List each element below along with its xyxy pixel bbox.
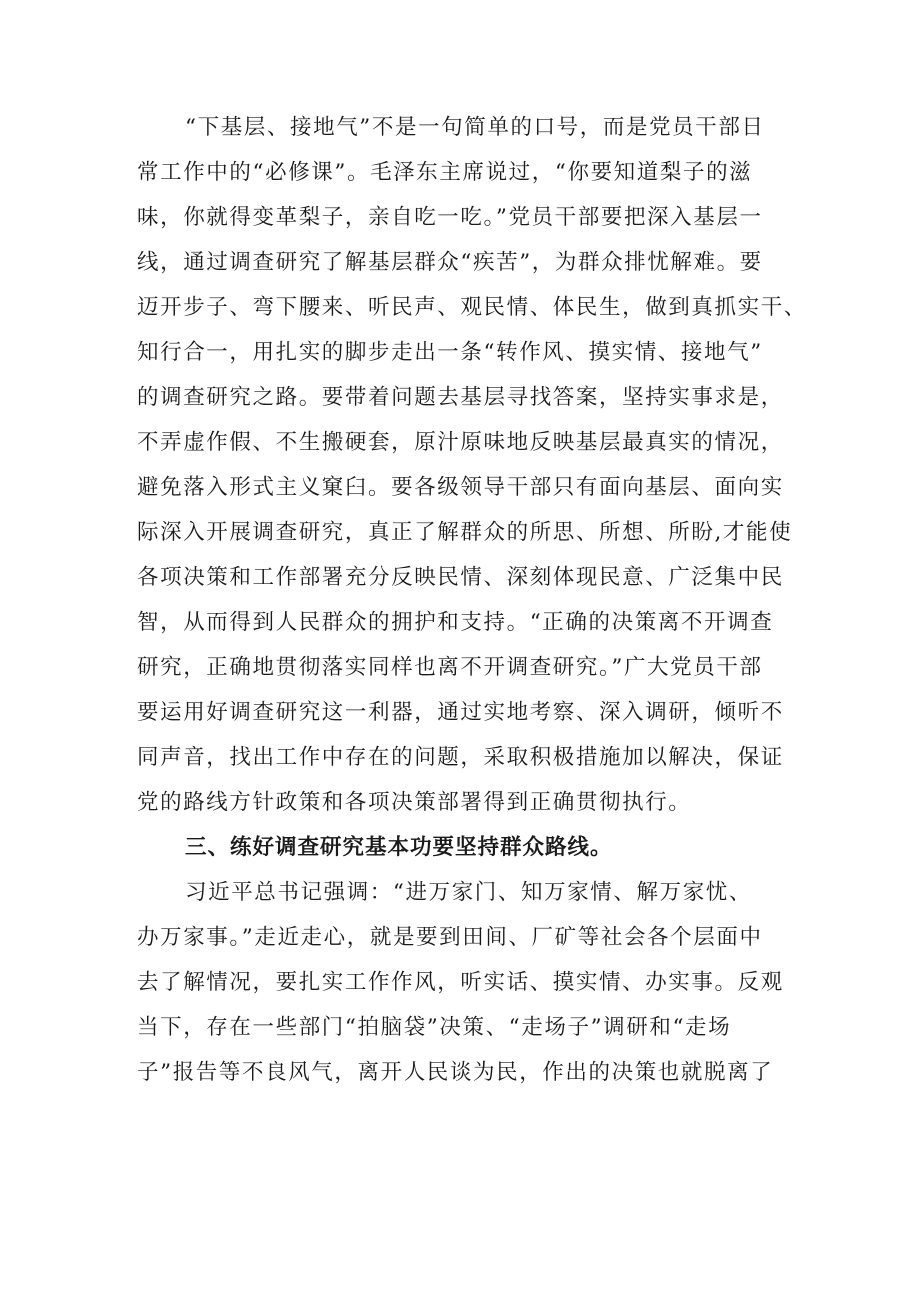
paragraph-line: 同声音，找出工作中存在的问题，采取积极措施加以解决，保证	[137, 745, 784, 770]
paragraph-line: 去了解情况，要扎实工作作风，听实话、摸实情、办实事。反观	[137, 970, 784, 995]
paragraph-line: 际深入开展调查研究，真正了解群众的所思、所想、所盼,才能使	[137, 520, 793, 545]
paragraph-line: 各项决策和工作部署充分反映民情、深刻体现民意、广泛集中民	[137, 565, 784, 590]
paragraph-line: 子”报告等不良风气，离开人民谈为民，作出的决策也就脱离了	[137, 1060, 774, 1085]
paragraph-line: 线，通过调查研究了解基层群众“疾苦”，为群众排忧解难。要	[137, 250, 763, 275]
paragraph-line: 要运用好调查研究这一利器，通过实地考察、深入调研，倾听不	[137, 700, 784, 725]
paragraph-line: 知行合一，用扎实的脚步走出一条“转作风、摸实情、接地气”	[137, 340, 763, 365]
paragraph-line: 办万家事。”走近走心，就是要到田间、厂矿等社会各个层面中	[137, 925, 763, 950]
paragraph-line: 研究，正确地贯彻落实同样也离不开调查研究。”广大党员干部	[137, 655, 763, 680]
paragraph-line: 党的路线方针政策和各项决策部署得到正确贯彻执行。	[137, 790, 692, 815]
paragraph-line: 常工作中的“必修课”。毛泽东主席说过，“你要知道梨子的滋	[137, 160, 753, 185]
paragraph-line: 迈开步子、弯下腰来、听民声、观民情、体民生，做到真抓实干、	[137, 295, 807, 320]
paragraph-line: 习近平总书记强调：“进万家门、知万家情、解万家忧、	[185, 880, 752, 905]
paragraph-line: “下基层、接地气”不是一句简单的口号，而是党员干部日	[185, 115, 765, 140]
paragraph-line: 味，你就得变革梨子，亲自吃一吃。”党员干部要把深入基层一	[137, 205, 763, 230]
paragraph-line: 当下，存在一些部门“拍脑袋”决策、“走场子”调研和“走场	[137, 1015, 732, 1040]
paragraph-line: 不弄虚作假、不生搬硬套，原汁原味地反映基层最真实的情况，	[137, 430, 784, 455]
section-heading: 三、练好调查研究基本功要坚持群众路线。	[185, 835, 613, 860]
paragraph-line: 智，从而得到人民群众的拥护和支持。“正确的决策离不开调查	[137, 610, 774, 635]
paragraph-line: 的调查研究之路。要带着问题去基层寻找答案，坚持实事求是，	[137, 385, 784, 410]
paragraph-line: 避免落入形式主义窠臼。要各级领导干部只有面向基层、面向实	[137, 475, 784, 500]
